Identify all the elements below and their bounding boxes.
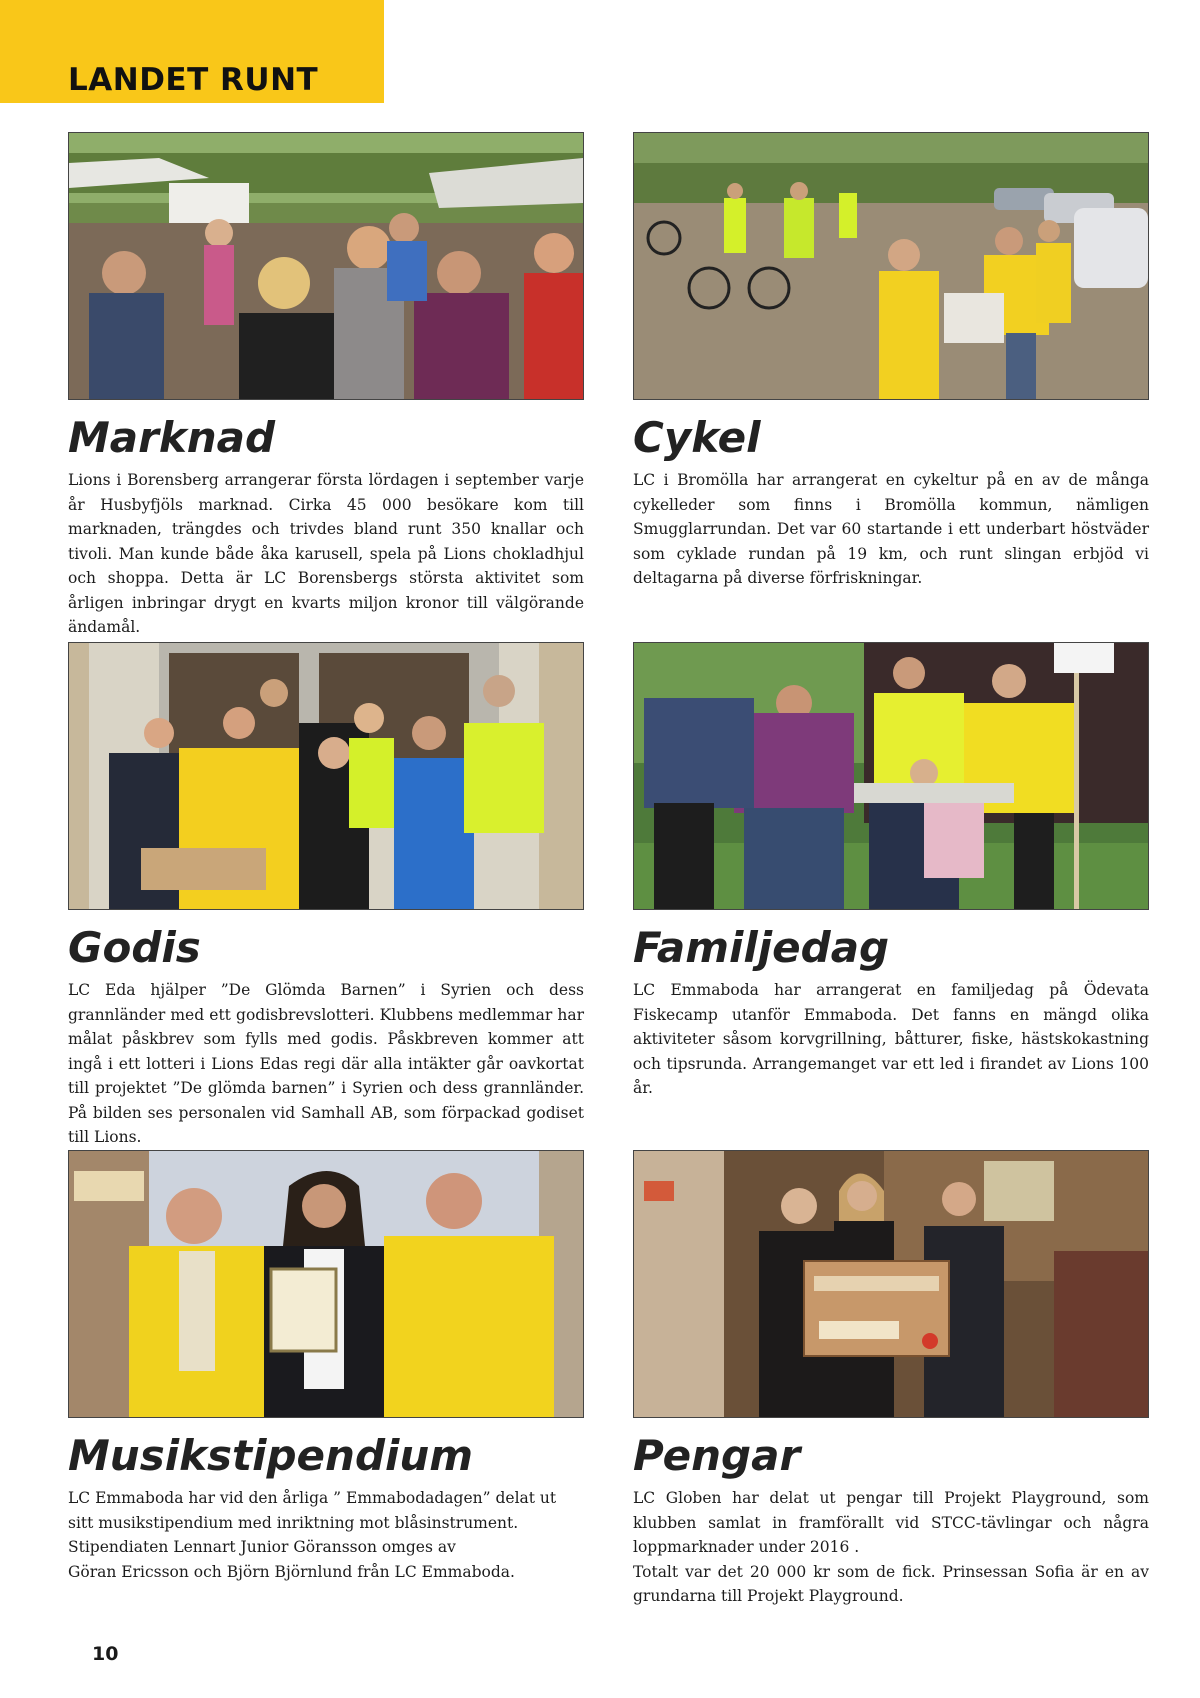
article-pengar [633,1150,1149,1609]
photo-group-with-candy-box [68,642,584,910]
article-body: Lions i Borensberg arrangerar första lördagen i september varje år Husbyfjöls marknad. Cirka 45 000 besökare kom till marknaden, trängdes och trivdes bland runt 350 knallar och tivoli. Man kunde både åka karusell, spela på Lions chokladhjul och shoppa. Detta är LC Borensbergs största aktivitet som årligen inbringar drygt en kvarts miljon kronor till välgörande ändamål. [68,471,584,636]
article-body: LC Emmaboda har vid den årliga ” Emmabodadagen” delat ut sitt musikstipendium med inriktning mot blåsinstrument. Stipendiaten Lennart Junior Göransson omges av Göran Ericsson och Björn Björnlund från LC Emmaboda. [68,1489,557,1581]
article-body: LC Eda hjälper ”De Glömda Barnen” i Syrien och dess grannländer med ett godisbrevslotteri. Klubbens medlemmar har målat påskbrev som fylls med godis. Påskbreven kommer att ingå i ett lotteri i Lions Edas regi där alla intäkter går oavkortat till projektet ”De glömda barnen” i Syrien och dess grannländer. På bilden ses personalen vid Samhall AB, som förpackad godiset till Lions. [68,981,584,1146]
article-heading: Cykel [633,413,761,462]
photo-family-day [633,642,1149,910]
article-cykel [633,132,1149,591]
photo-market-crowd [68,132,584,400]
page-number: 10 [92,1643,119,1665]
article-heading: Godis [68,923,201,972]
photo-scholarship-award [68,1150,584,1418]
article-marknad [68,132,584,640]
article-body: LC Emmaboda har arrangerat en familjedag på Ödevata Fiskecamp utanför Emmaboda. Det fanns en mängd olika aktiviteter såsom korvgrillning, båtturer, fiske, hästskokastning och tipsrunda. Arrangemanget var ett led i firandet av Lions 100 år. [633,981,1149,1097]
photo-cycling-event [633,132,1149,400]
article-heading: Pengar [633,1431,801,1480]
article-godis [68,642,584,1150]
section-label: LANDET RUNT [68,62,319,98]
article-heading: Marknad [68,413,276,462]
section-tab [0,0,384,103]
article-musikstipendium [68,1150,584,1584]
article-body: LC Globen har delat ut pengar till Projekt Playground, som klubben samlat in framförallt vid STCC-tävlingar och några loppmarknader under 2016 . Totalt var det 20 000 kr som de fick. Prinsessan Sofia är en av grundarna till Projekt Playground. [633,1489,1149,1605]
article-body: LC i Bromölla har arrangerat en cykeltur på en av de många cykelleder som finns i Bromölla kommun, nämligen Smugglarrundan. Det var 60 startande i ett underbart höstväder som cyklade rundan på 19 km, och runt slingan erbjöd vi deltagarna på diverse förfriskningar. [633,471,1149,587]
article-heading: Familjedag [633,923,890,972]
photo-cheque-handover [633,1150,1149,1418]
article-heading: Musikstipendium [68,1431,474,1480]
article-familjedag [633,642,1149,1101]
